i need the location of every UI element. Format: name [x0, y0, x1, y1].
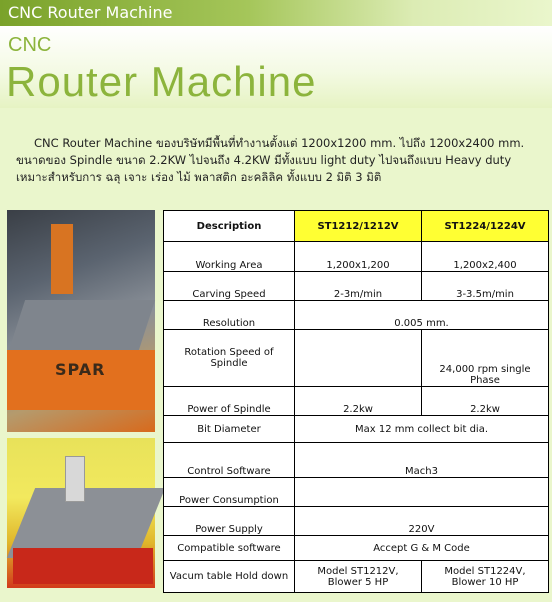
intro-line-2: ขนาดของ Spindle ขนาด 2.2KW ไปจนถึง 4.2KW มีทั้งแบบ light duty ไปจนถึงแบบ Heavy duty: [16, 153, 512, 167]
row-label: Rotation Speed of Spindle: [164, 330, 295, 387]
cell-line: Model ST1224V,: [444, 565, 526, 577]
header-model-1224: ST1224/1224V: [422, 211, 549, 242]
cell-value: 1,200x2,400: [422, 242, 549, 272]
cell-value: 220V: [295, 507, 549, 536]
machine-logo: SPAR: [55, 360, 106, 379]
table-row: [164, 301, 549, 330]
table-row: [164, 416, 549, 443]
cell-value: [422, 561, 549, 593]
row-label: Working Area: [164, 242, 295, 272]
spindle-gantry: [51, 224, 73, 294]
machine-photo-orange: [7, 210, 155, 432]
cell-value: 0.005 mm.: [295, 301, 549, 330]
row-label: Carving Speed: [164, 272, 295, 301]
cell-value: 24,000 rpm single Phase: [422, 330, 549, 387]
table-row: [164, 561, 549, 593]
table-row: [164, 507, 549, 536]
cell-value: 1,200x1,200: [295, 242, 422, 272]
cell-value: [295, 561, 422, 593]
header-model-1212: ST1212/1212V: [295, 211, 422, 242]
spec-table: [163, 210, 549, 593]
cell-value: 3-3.5m/min: [422, 272, 549, 301]
cell-value: 2.2kw: [295, 387, 422, 416]
cell-value: [295, 478, 549, 507]
table-row: [164, 478, 549, 507]
machine-legs: [13, 548, 153, 584]
row-label: Resolution: [164, 301, 295, 330]
cell-value: 2.2kw: [422, 387, 549, 416]
table-row: [164, 443, 549, 478]
table-row: [164, 536, 549, 561]
hero-title: Router Machine: [6, 58, 317, 105]
intro-line-1: CNC Router Machine ของบริษัทมีพื้นที่ทำงานตั้งแต่ 1200x1200 mm. ไปถึง 1200x2400 mm.: [34, 136, 525, 150]
cell-value: [295, 330, 422, 387]
cell-value: 2-3m/min: [295, 272, 422, 301]
machine-head: [65, 456, 85, 502]
row-label: Power Supply: [164, 507, 295, 536]
hero-title-area: [0, 26, 552, 108]
banner-title: CNC Router Machine: [8, 3, 173, 22]
row-label: Bit Diameter: [164, 416, 295, 443]
cell-line: Blower 5 HP: [327, 576, 389, 588]
hero-subtitle: CNC: [8, 34, 52, 56]
intro-paragraph: [16, 135, 546, 186]
table-row: [164, 272, 549, 301]
cell-value: Mach3: [295, 443, 549, 478]
machine-base: [7, 350, 155, 410]
machine-bed: [9, 300, 155, 350]
cell-line: Blower 10 HP: [451, 576, 519, 588]
table-row: [164, 330, 549, 387]
cell-line: Model ST1212V,: [317, 565, 399, 577]
row-label: Vacum table Hold down: [164, 561, 295, 593]
machine-photo-red: [7, 438, 155, 588]
row-label: Compatible software: [164, 536, 295, 561]
top-banner: [0, 0, 552, 26]
row-label: Power of Spindle: [164, 387, 295, 416]
header-description: Description: [164, 211, 295, 242]
row-label: Control Software: [164, 443, 295, 478]
cell-value: Accept G & M Code: [295, 536, 549, 561]
table-row: [164, 387, 549, 416]
cell-value: Max 12 mm collect bit dia.: [295, 416, 549, 443]
intro-line-3: เหมาะสำหรับการ ฉลุ เจาะ เร่อง ไม้ พลาสติก อะคลิลิค ทั้งแบบ 2 มิติ 3 มิติ: [16, 170, 382, 184]
spec-header-row: [164, 211, 549, 242]
table-row: [164, 242, 549, 272]
row-label: Power Consumption: [164, 478, 295, 507]
